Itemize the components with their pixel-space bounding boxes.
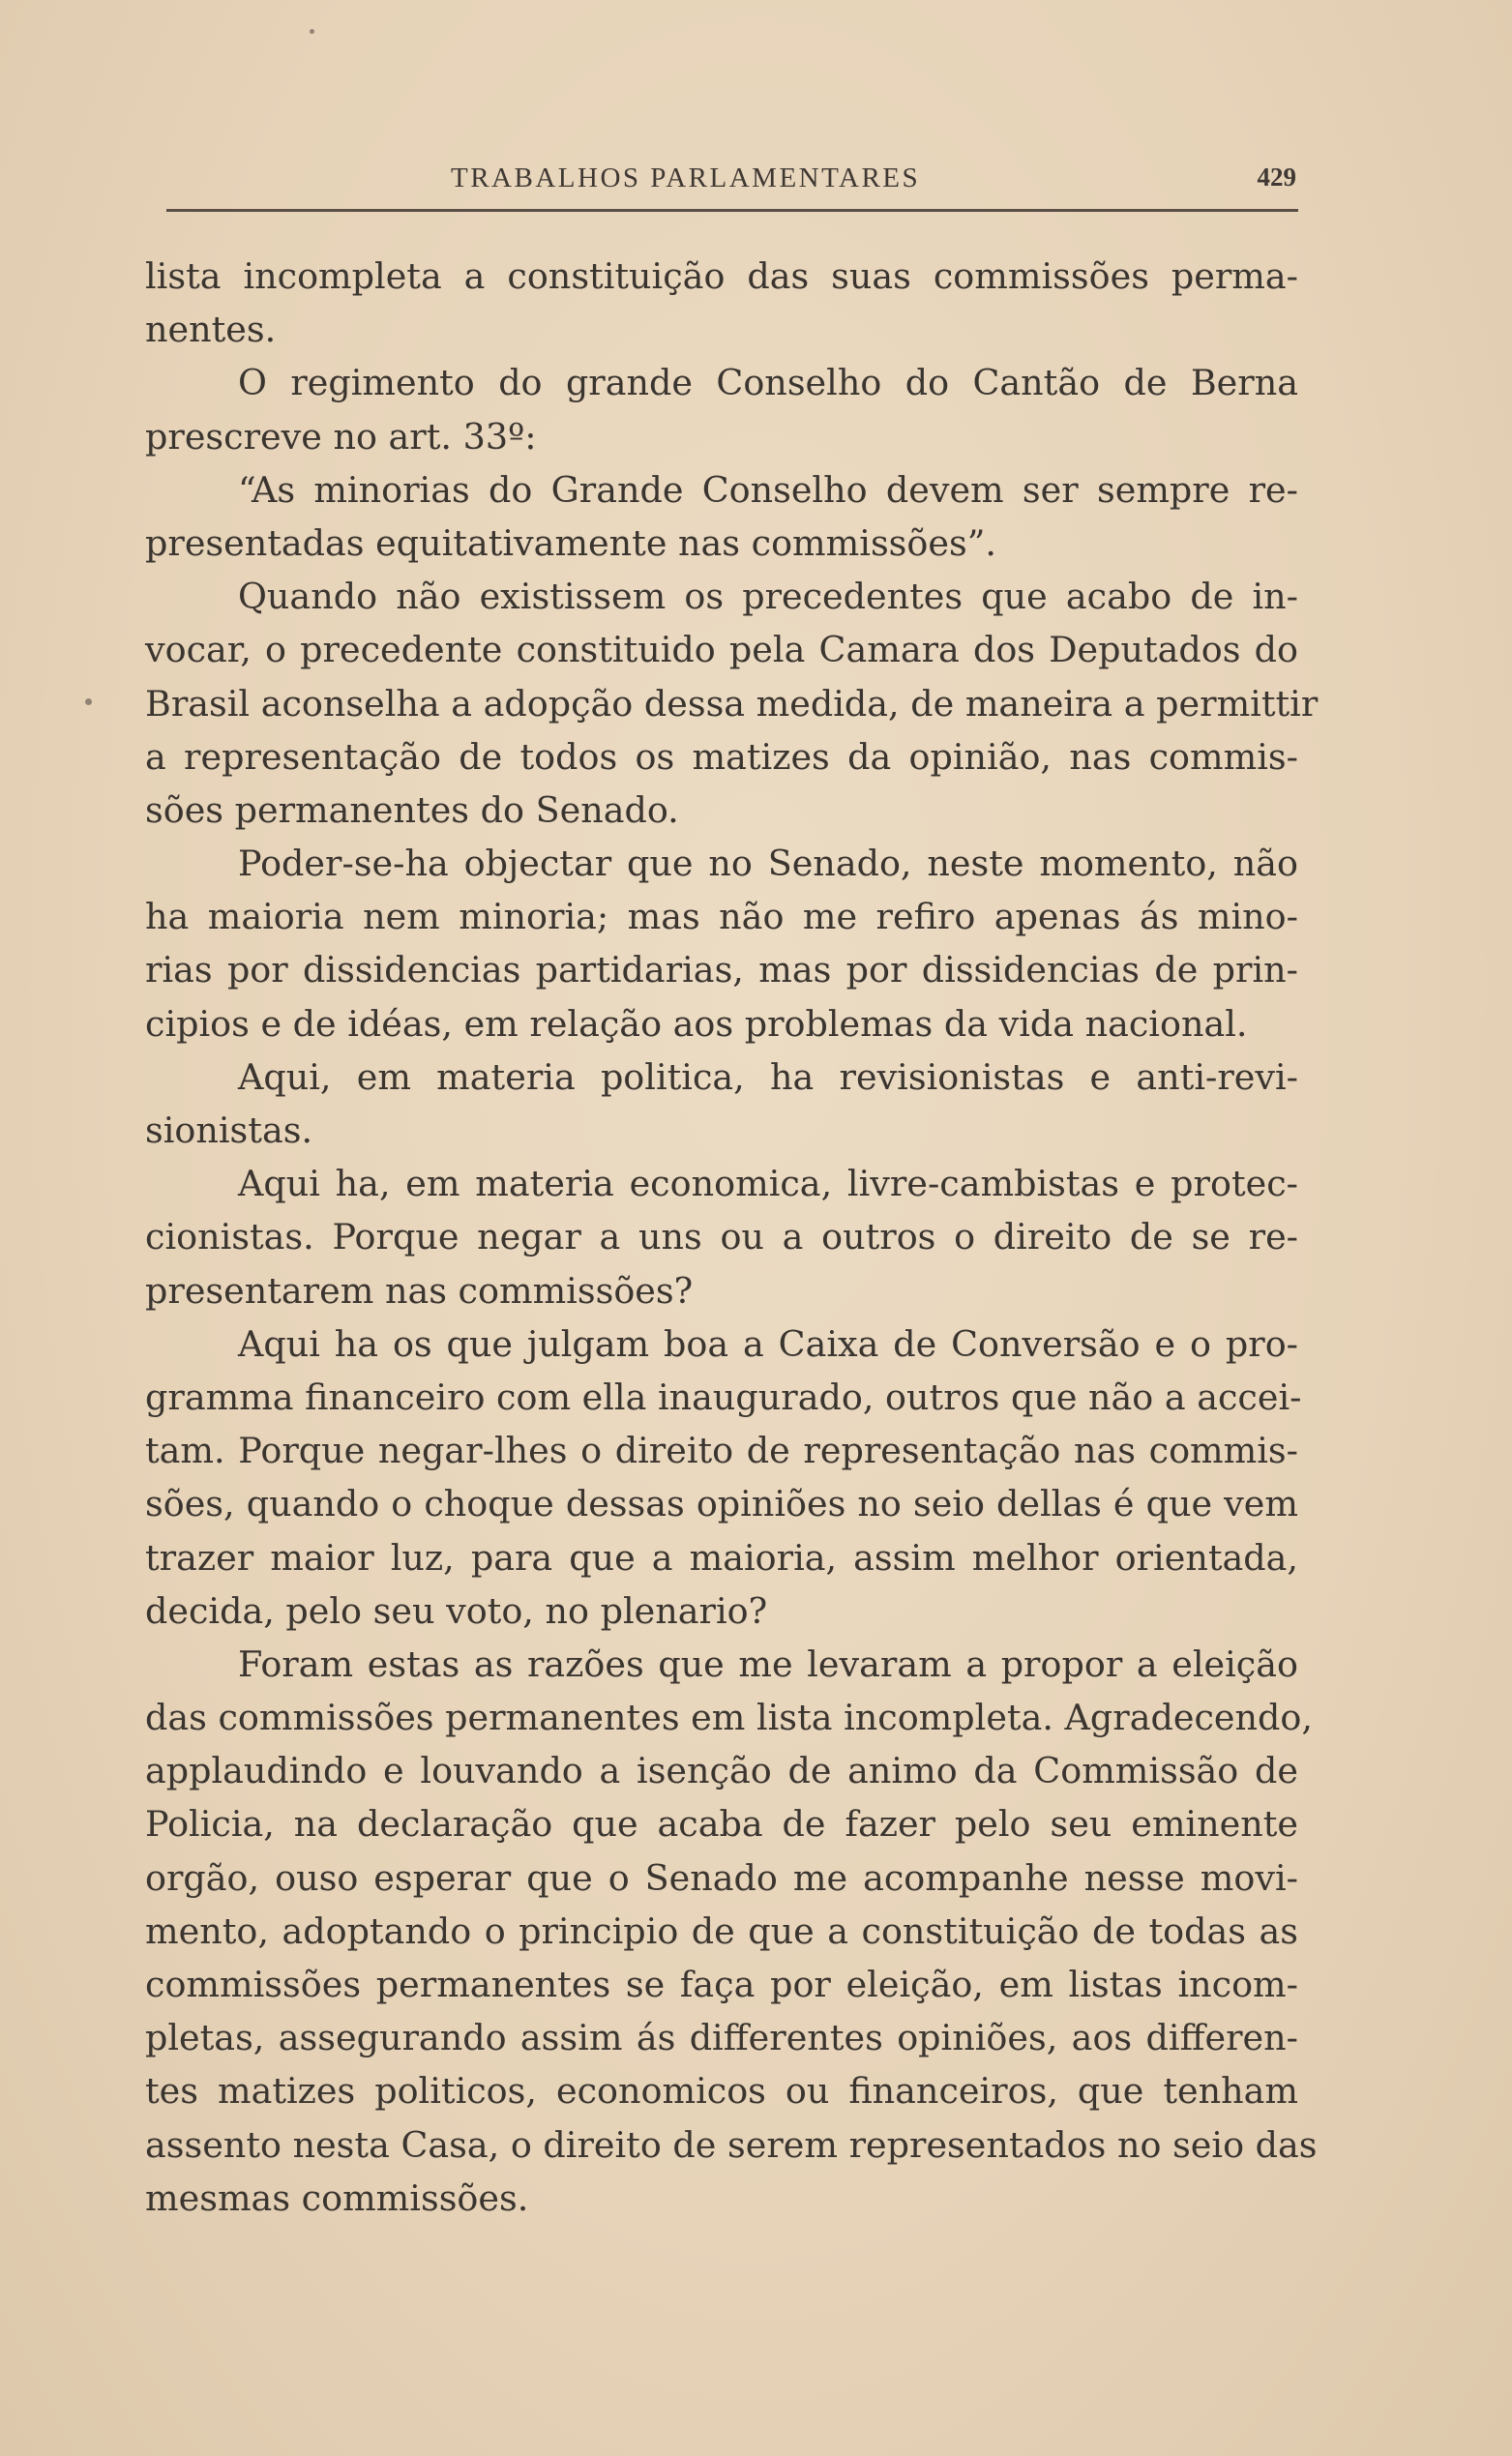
paper-speck-mark [85,698,92,705]
text-line: pletas, assegurando assim ás differentes opiniões, aos differen- [145,2017,1298,2059]
text-line: cionistas. Porque negar a uns ou a outros o direito de se re- [145,1216,1298,1258]
text-line: orgão, ouso esperar que o Senado me acompanhe nesse movi- [145,1856,1298,1899]
running-head-title: TRABALHOS PARLAMENTARES [451,163,921,193]
text-line: mesmas commissões. [145,2176,529,2219]
text-line: vocar, o precedente constituido pela Camara dos Deputados do [145,629,1298,671]
text-line: rias por dissidencias partidarias, mas por dissidencias de prin- [145,949,1298,991]
text-line: mento, adoptando o principio de que a constituição de todas as [145,1909,1298,1952]
text-line: a representação de todos os matizes da opinião, nas commis- [145,735,1298,778]
text-line: presentarem nas commissões? [145,1269,694,1312]
text-line: Foram estas as razões que me levaram a propor a eleição [238,1642,1298,1685]
text-line: cipios e de idéas, em relação aos problemas da vida nacional. [145,1002,1248,1045]
text-line: sões permanentes do Senado. [145,788,679,831]
text-line: decida, pelo seu voto, no plenario? [145,1589,768,1632]
paper-speck-mark [310,29,314,34]
text-line: assento nesta Casa, o direito de serem representados no seio das [145,2123,1318,2166]
text-line: gramma financeiro com ella inaugurado, outros que não a accei- [145,1376,1302,1418]
text-line: applaudindo e louvando a isenção de animo da Commissão de [145,1750,1298,1792]
text-line: “As minorias do Grande Conselho devem ser sempre re- [238,468,1298,511]
text-line: sões, quando o choque dessas opiniões no seio dellas é que vem [145,1483,1298,1525]
header-rule [166,209,1298,212]
body-text [145,250,1319,2225]
running-head [155,163,1298,205]
text-line: Aqui, em materia politica, ha revisionistas e anti-revi- [238,1055,1298,1098]
text-line: Policia, na declaração que acaba de fazer pelo seu eminente [145,1803,1298,1846]
text-line: Quando não existissem os precedentes que acabo de in- [238,576,1298,618]
text-line: presentadas equitativamente nas commissões”. [145,521,996,564]
text-line: Aqui ha os que julgam boa a Caixa de Conversão e o pro- [238,1322,1298,1365]
text-line: commissões permanentes se faça por eleição, em listas incom- [145,1964,1298,2005]
text-line: Aqui ha, em materia economica, livre-cambistas e protec- [238,1163,1298,1205]
text-line: ha maioria nem minoria; mas não me refiro apenas ás mino- [145,896,1298,938]
page-number: 429 [1257,163,1296,192]
text-line: O regimento do grande Conselho do Cantão de Berna [238,362,1298,404]
text-line: das commissões permanentes em lista incompleta. Agradecendo, [145,1697,1313,1739]
text-line: tam. Porque negar-lhes o direito de representação nas commis- [145,1430,1298,1472]
text-line: prescreve no art. 33º: [145,415,537,458]
text-line: nentes. [145,309,277,351]
text-line: lista incompleta a constituição das suas commissões perma- [145,255,1298,297]
text-line: tes matizes politicos, economicos ou financeiros, que tenham [145,2070,1298,2113]
text-line: Brasil aconselha a adopção dessa medida, de maneira a permittir [145,682,1319,725]
text-line: trazer maior luz, para que a maioria, assim melhor orientada, [145,1536,1298,1579]
text-line: Poder-se-ha objectar que no Senado, neste momento, não [238,843,1298,885]
text-line: sionistas. [145,1110,313,1151]
